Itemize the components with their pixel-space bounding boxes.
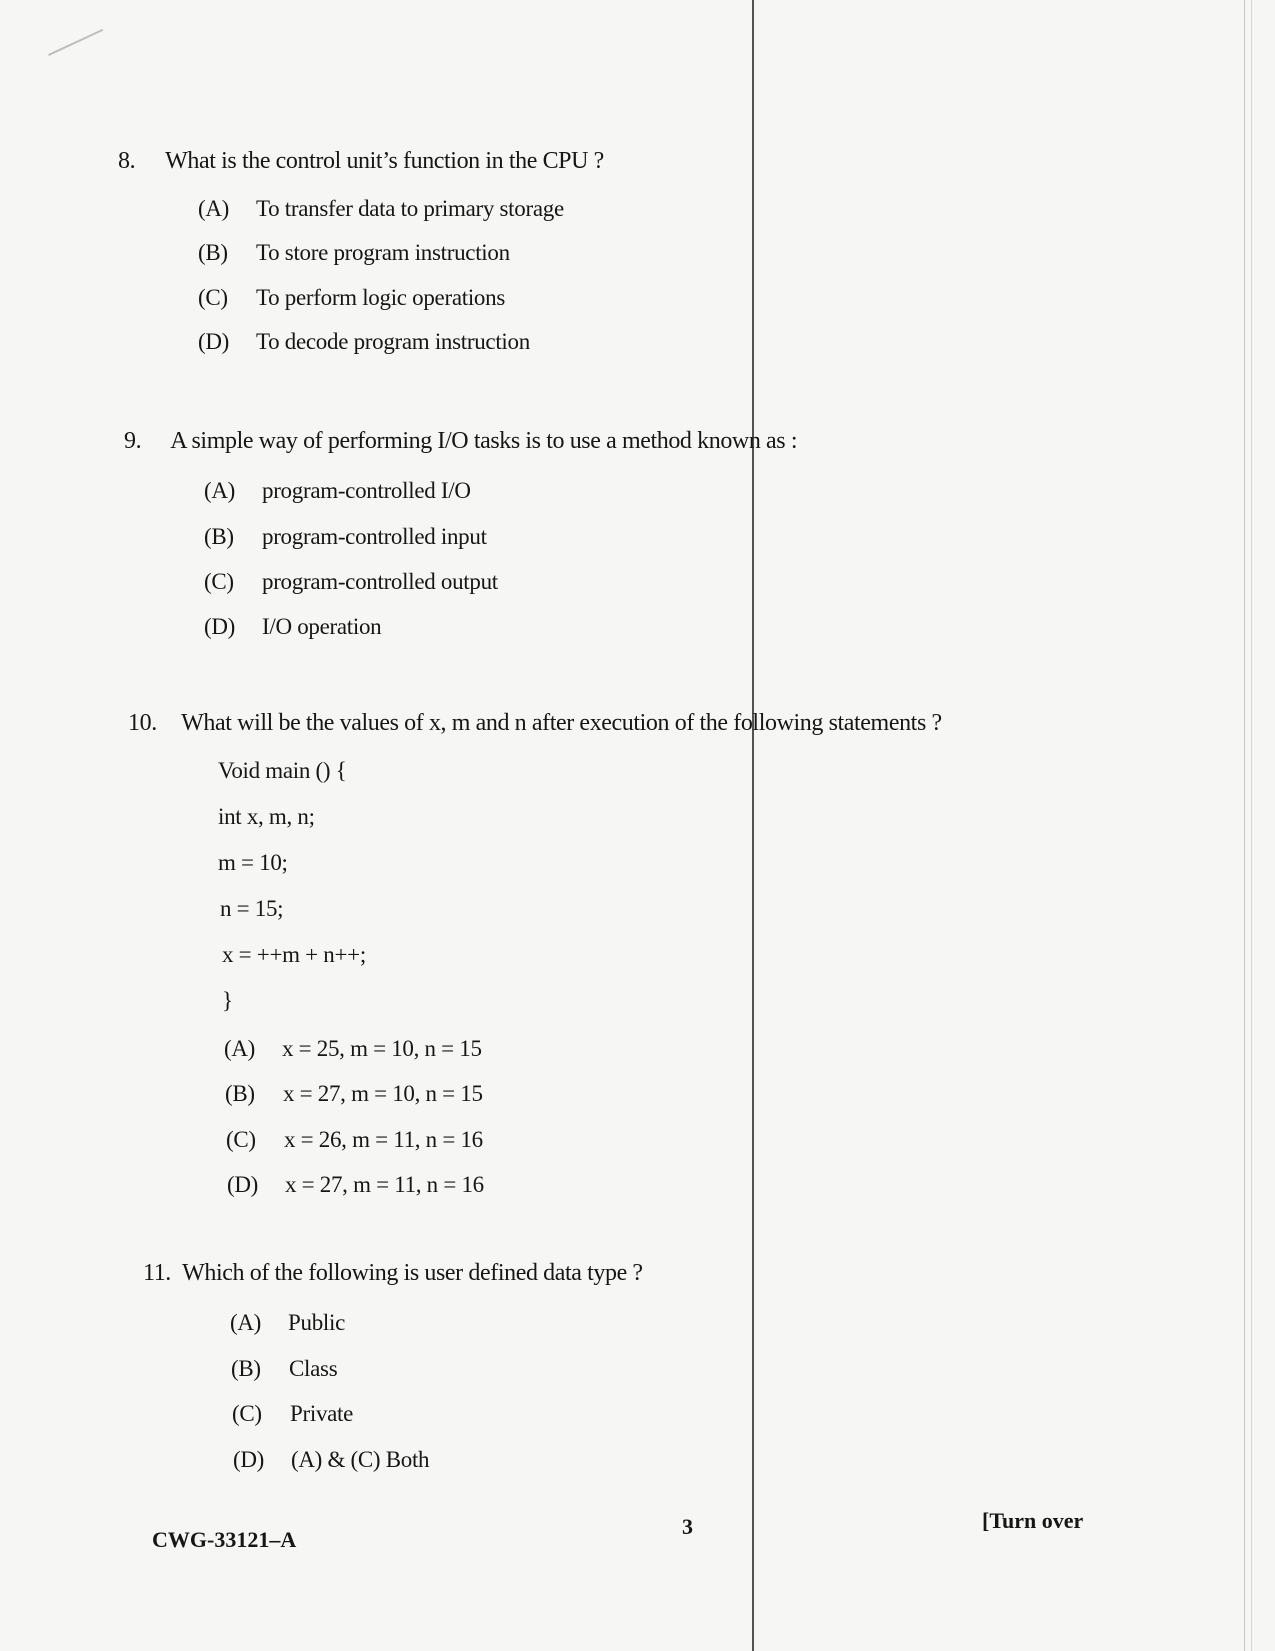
option-d: (D) (A) & (C) Both: [233, 1447, 430, 1472]
option-d: (D) I/O operation: [204, 614, 382, 639]
option-c: (C) program-controlled output: [204, 569, 498, 594]
option-d: (D) To decode program instruction: [198, 329, 530, 354]
page-number: 3: [682, 1514, 693, 1539]
option-b: (B) Class: [231, 1356, 338, 1381]
question-number: 10.: [128, 710, 157, 736]
question-number: 9.: [124, 428, 142, 454]
code-line: x = ++m + n++;: [222, 942, 366, 967]
code-line: Void main () {: [218, 758, 347, 783]
option-a: (A) To transfer data to primary storage: [198, 196, 564, 221]
code-line: int x, m, n;: [218, 804, 315, 829]
option-c: (C) Private: [232, 1401, 354, 1426]
question-text: What will be the values of x, m and n after execution of the following statements ?: [181, 710, 942, 736]
question-text: A simple way of performing I/O tasks is to use a method known as :: [170, 428, 798, 454]
option-a: (A) x = 25, m = 10, n = 15: [224, 1036, 482, 1061]
turn-over-note: [Turn over: [982, 1508, 1084, 1533]
question-9: [124, 428, 797, 455]
option-b: (B) To store program instruction: [198, 240, 510, 265]
question-text: What is the control unit’s function in the CPU ?: [165, 148, 604, 174]
paper-code: CWG-33121–A: [152, 1527, 297, 1552]
option-c: (C) To perform logic operations: [198, 285, 505, 310]
option-c: (C) x = 26, m = 11, n = 16: [226, 1127, 483, 1152]
folded-corner: [48, 29, 116, 83]
question-number: 11.: [143, 1260, 171, 1286]
code-line: n = 15;: [220, 896, 284, 921]
question-8: [118, 148, 604, 175]
code-line: m = 10;: [218, 850, 288, 875]
question-text: Which of the following is user defined data type ?: [182, 1260, 643, 1286]
center-fold-line: [752, 0, 754, 1651]
code-line: }: [222, 988, 233, 1013]
question-11: [143, 1260, 643, 1287]
option-b: (B) program-controlled input: [204, 524, 487, 549]
option-b: (B) x = 27, m = 10, n = 15: [225, 1081, 483, 1106]
option-a: (A) program-controlled I/O: [204, 478, 471, 503]
option-d: (D) x = 27, m = 11, n = 16: [227, 1172, 484, 1197]
option-a: (A) Public: [230, 1310, 345, 1335]
page-edge: [1244, 0, 1252, 1651]
question-number: 8.: [118, 148, 136, 174]
question-10: [128, 710, 942, 737]
